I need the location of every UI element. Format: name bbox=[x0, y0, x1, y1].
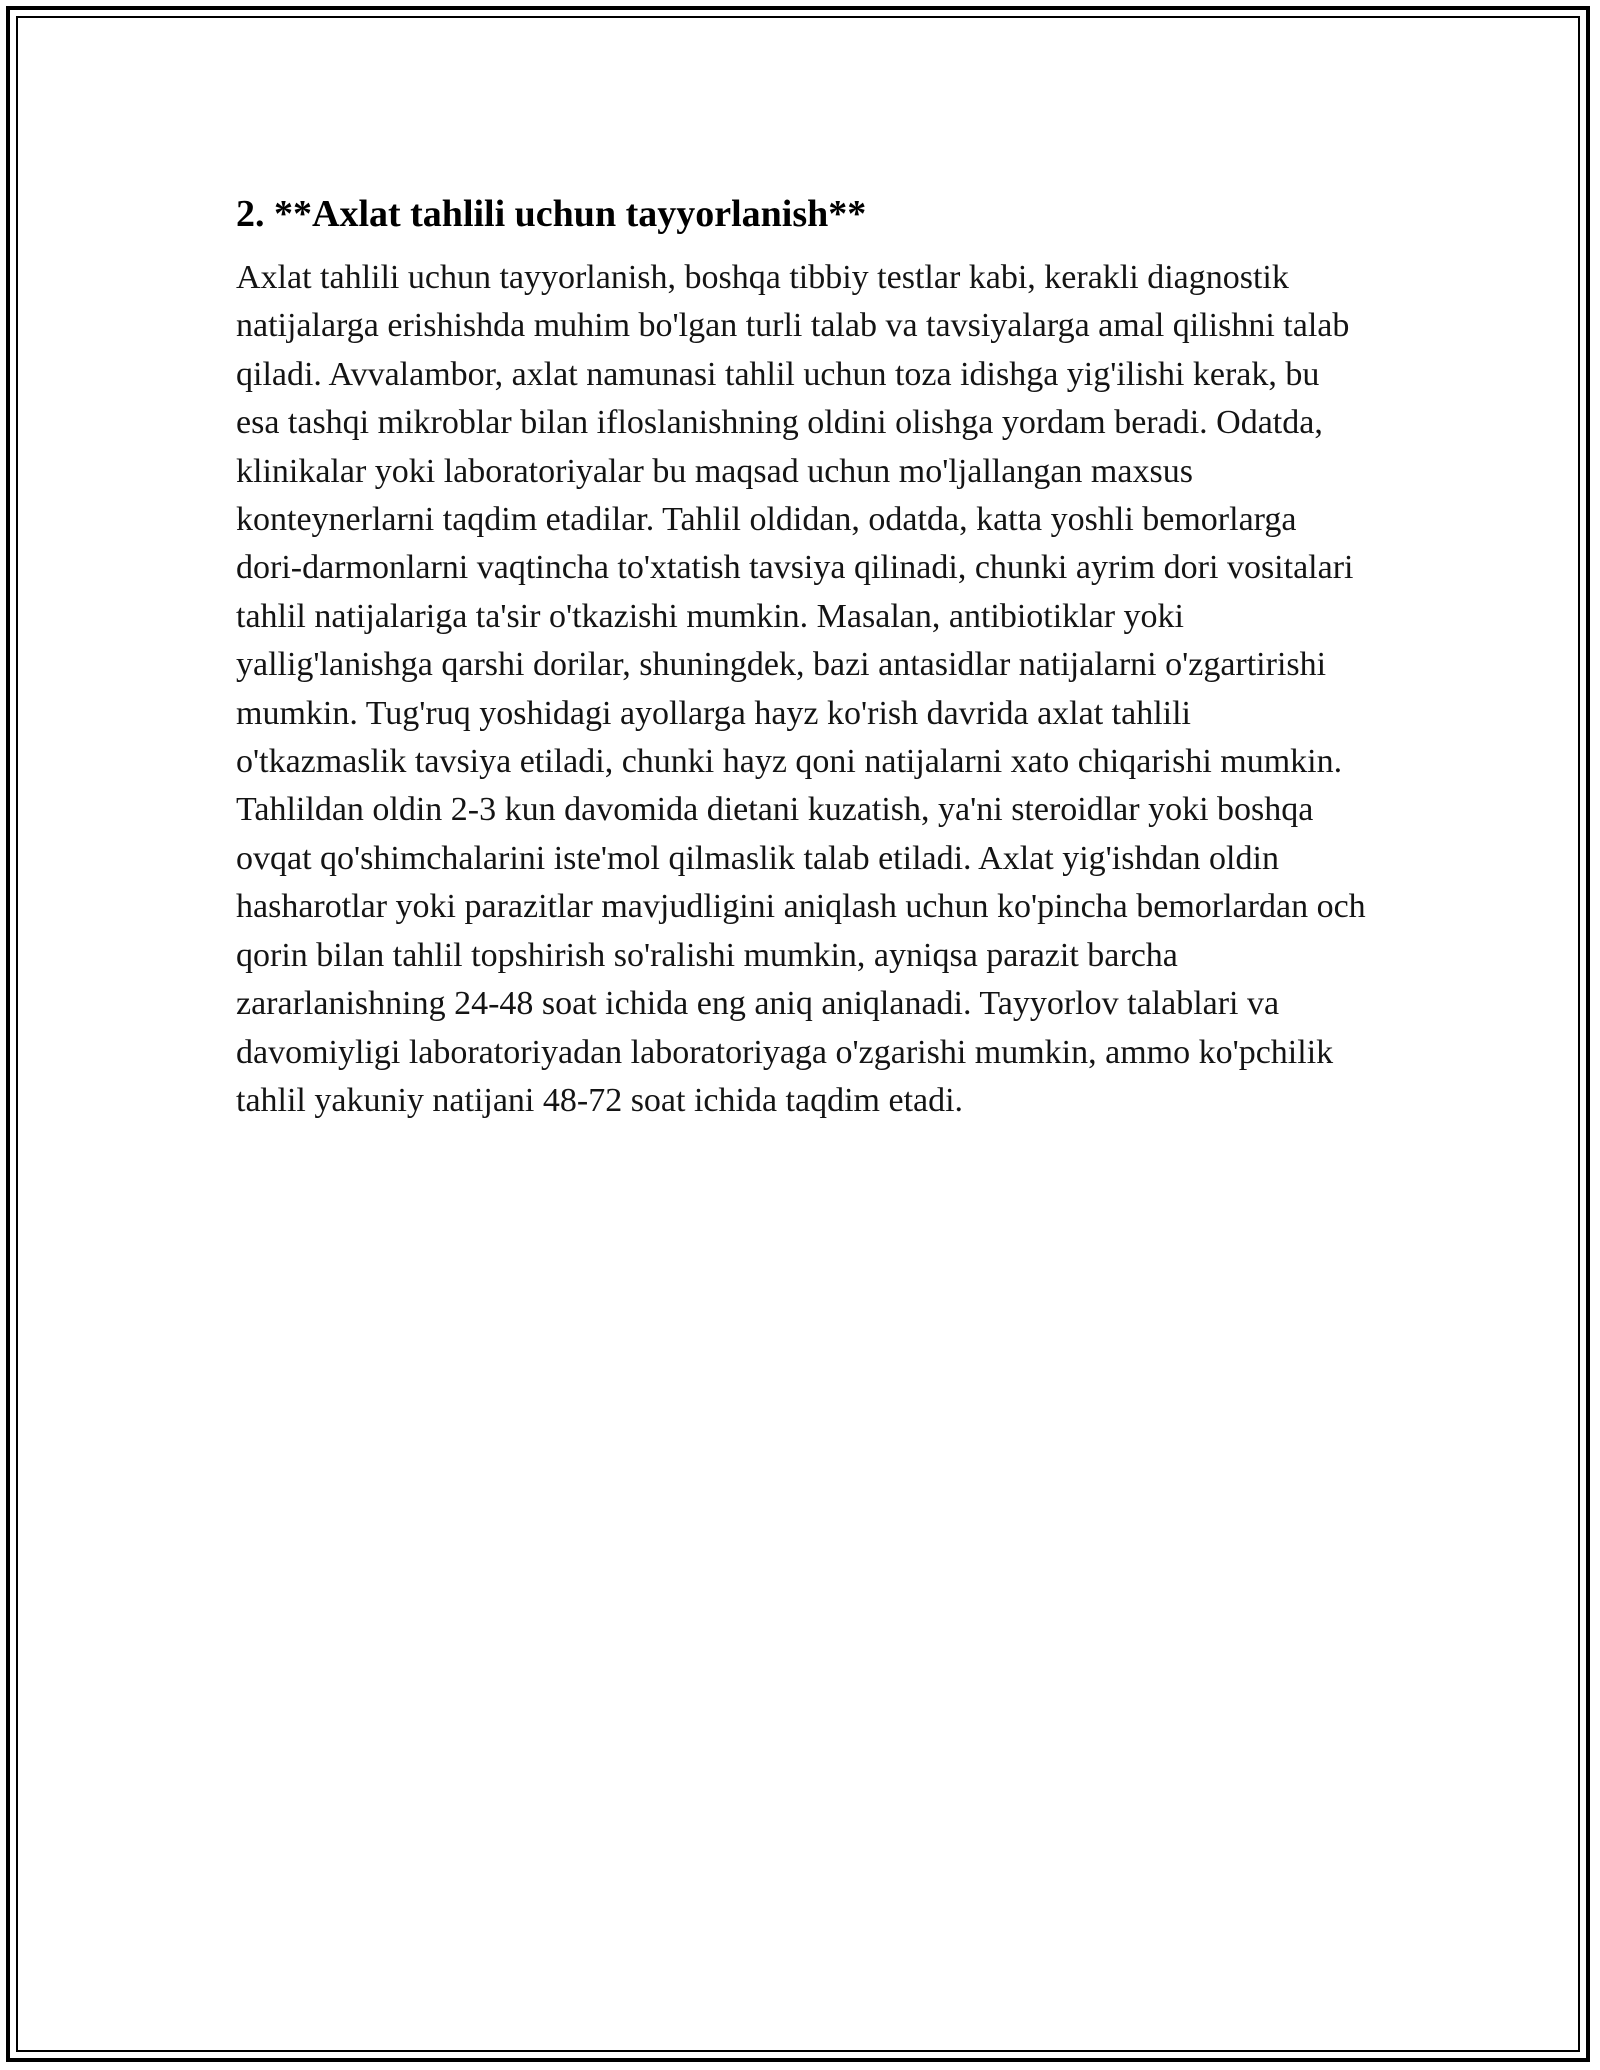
section-paragraph: Axlat tahlili uchun tayyorlanish, boshqa tibbiy testlar kabi, kerakli diagnostik natijalarga erishishda muhim bo'lgan turli talab va tavsiyalarga amal qilishni talab qiladi. Avvalambor, axlat namunasi tahlil uchun toza idishga yig'ilishi kerak, bu esa tashqi mikroblar bilan ifloslanishning oldini olishga yordam beradi. Odatda, klinikalar yoki laboratoriyalar bu maqsad uchun mo'ljallangan maxsus konteynerlarni taqdim etadilar. Tahlil oldidan, odatda, katta yoshli bemorlarga dori-darmonlarni vaqtincha to'xtatish tavsiya qilinadi, chunki ayrim dori vositalari tahlil natijalariga ta'sir o'tkazishi mumkin. Masalan, antibiotiklar yoki yallig'lanishga qarshi dorilar, shuningdek, bazi antasidlar natijalarni o'zgartirishi mumkin. Tug'ruq yoshidagi ayollarga hayz ko'rish davrida axlat tahlili o'tkazmaslik tavsiya etiladi, chunki hayz qoni natijalarni xato chiqarishi mumkin. Tahlildan oldin 2-3 kun davomida dietani kuzatish, ya'ni steroidlar yoki boshqa ovqat qo'shimchalarini iste'mol qilmaslik talab etiladi. Axlat yig'ishdan oldin hasharotlar yoki parazitlar mavjudligini aniqlash uchun ko'pincha bemorlardan och qorin bilan tahlil topshirish so'ralishi mumkin, ayniqsa parazit barcha zararlanishning 24-48 soat ichida eng aniq aniqlanadi. Tayyorlov talablari va davomiyligi laboratoriyadan laboratoriyaga o'zgarishi mumkin, ammo ko'pchilik tahlil yakuniy natijani 48-72 soat ichida taqdim etadi. bbox=[236, 259, 1366, 1119]
document-content bbox=[236, 186, 1366, 1125]
section-heading: 2. **Axlat tahlili uchun tayyorlanish** bbox=[236, 193, 867, 235]
